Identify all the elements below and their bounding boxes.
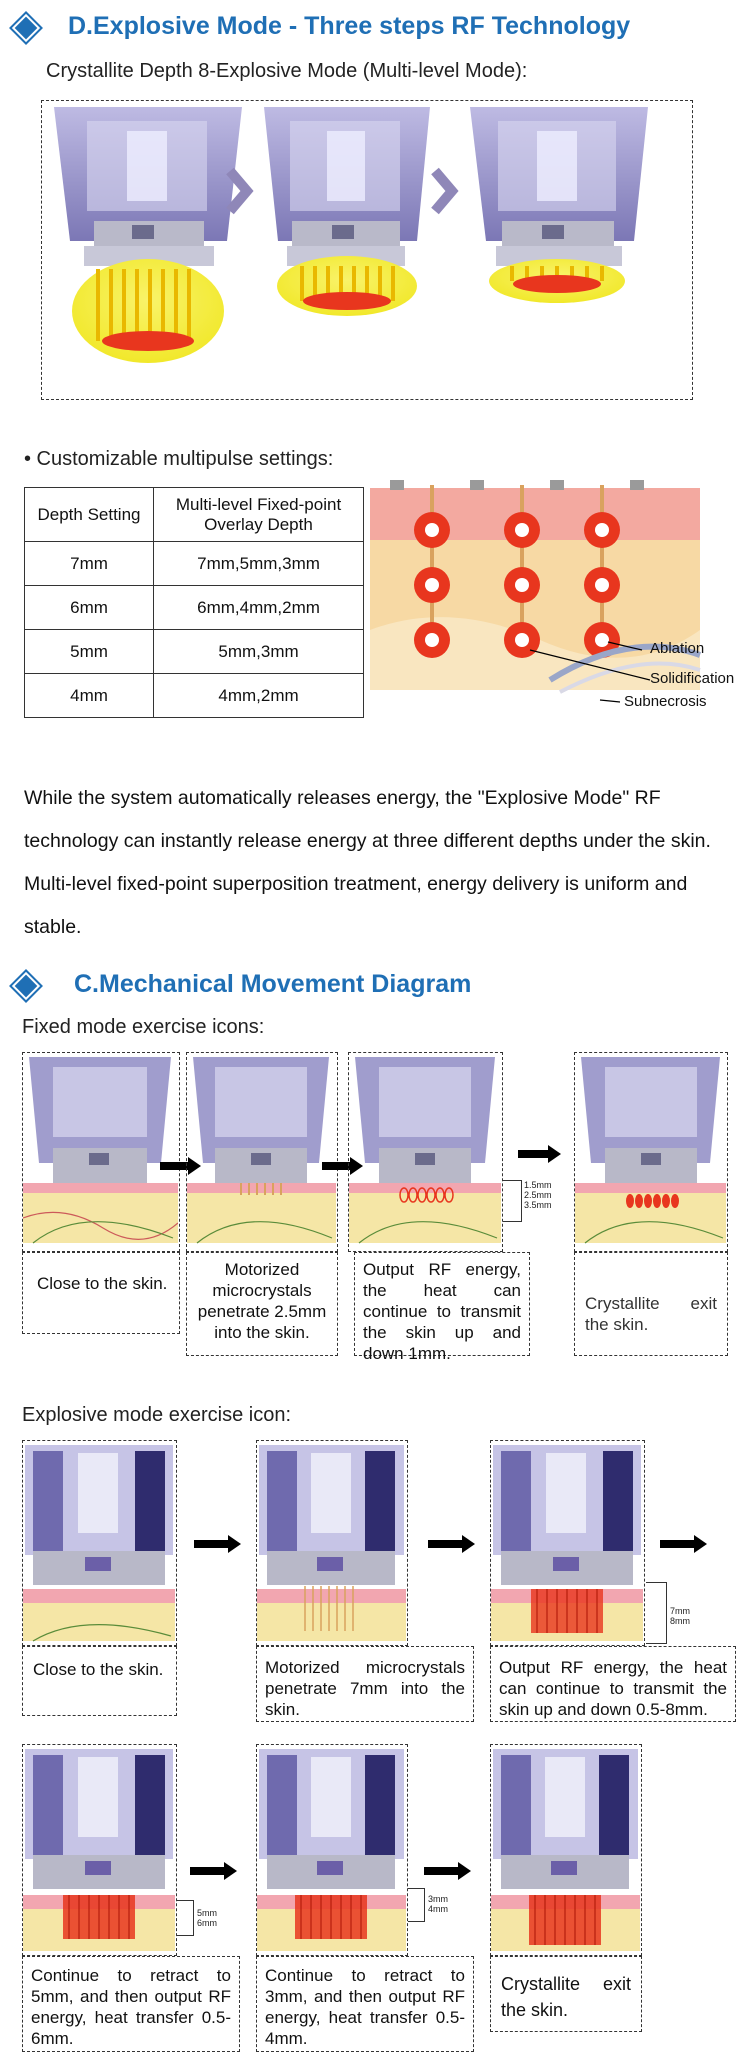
table-cell: 7mm (25, 542, 154, 586)
explosive-panel-1 (22, 1440, 177, 1646)
table-cell: 5mm,3mm (154, 630, 364, 674)
multipulse-heading: • Customizable multipulse settings: (24, 448, 334, 470)
depth-label: 7mm (670, 1606, 690, 1616)
explosive-panel-4 (22, 1744, 177, 1956)
explosive-caption-5: Continue to retract to 3mm, and then output RF energy, heat transfer 0.5-4mm. (256, 1956, 474, 2052)
table-row (25, 542, 364, 586)
explosive-panel-2 (256, 1440, 408, 1646)
fixed-panel-3 (348, 1052, 503, 1252)
table-cell: 5mm (25, 630, 154, 674)
table-header-overlay: Multi-level Fixed-point Overlay Depth (154, 488, 364, 542)
fixed-caption-1: Close to the skin. (22, 1252, 180, 1334)
table-cell: 4mm (25, 674, 154, 718)
explosive-caption-3: Output RF energy, the heat can continue to transmit the skin up and down 0.5-8mm. (490, 1646, 736, 1722)
label-solidification: Solidification (650, 670, 735, 687)
device-step-1 (54, 107, 242, 363)
label-subnecrosis: Subnecrosis (624, 693, 707, 710)
fixed-caption-3: Output RF energy, the heat can continue to transmit the skin up and down 1mm. (354, 1252, 530, 1356)
explosive-caption-4: Continue to retract to 5mm, and then output RF energy, heat transfer 0.5-6mm. (22, 1956, 240, 2052)
depth-settings-table (24, 487, 364, 718)
fixed-caption-4: Crystallite exit the skin. (574, 1252, 728, 1356)
explosive-caption-2: Motorized microcrystals penetrate 7mm into the skin. (256, 1646, 474, 1722)
depth-bracket (408, 1888, 425, 1922)
section-c-header (6, 966, 746, 1006)
section-d-subtitle: Crystallite Depth 8-Explosive Mode (Multi-level Mode): (46, 60, 528, 82)
fixed-panel-4 (574, 1052, 728, 1252)
section-d-title: D.Explosive Mode - Three steps RF Technology (68, 12, 631, 40)
table-row (25, 674, 364, 718)
fixed-panel-1 (22, 1052, 180, 1252)
explosive-caption-1: Close to the skin. (22, 1646, 177, 1716)
table-header-depth: Depth Setting (25, 488, 154, 542)
table-cell: 6mm,4mm,2mm (154, 586, 364, 630)
fixed-caption-2: Motorized microcrystals penetrate 2.5mm into the skin. (186, 1252, 338, 1356)
depth-label: 1.5mm (524, 1180, 552, 1190)
fixed-panel-2 (186, 1052, 338, 1252)
chevron-right-icon (435, 171, 452, 211)
depth-label: 3mm (428, 1894, 448, 1904)
label-ablation: Ablation (650, 640, 705, 657)
device-step-2 (264, 107, 430, 316)
depth-label: 3.5mm (524, 1200, 552, 1210)
explosive-mode-heading: Explosive mode exercise icon: (22, 1404, 292, 1426)
explosive-panel-3 (490, 1440, 645, 1646)
three-step-illustration (42, 101, 694, 401)
table-cell: 6mm (25, 586, 154, 630)
depth-label: 8mm (670, 1616, 690, 1626)
depth-bracket (646, 1582, 667, 1644)
explosive-panel-6 (490, 1744, 642, 1956)
table-cell: 4mm,2mm (154, 674, 364, 718)
depth-bracket (503, 1180, 522, 1222)
table-row (25, 630, 364, 674)
fixed-mode-heading: Fixed mode exercise icons: (22, 1016, 265, 1038)
tissue-diagram (370, 480, 750, 720)
section-d-header (6, 8, 746, 48)
description-paragraph: While the system automatically releases energy, the "Explosive Mode" RF technology can instantly release energy at three different depths under the skin. Multi-level fixed-point superposition treatment, energy delivery is uniform and stable. (24, 787, 711, 938)
explosive-panel-5 (256, 1744, 408, 1956)
depth-bracket (177, 1900, 194, 1936)
three-step-diagram (41, 100, 693, 400)
section-c-title: C.Mechanical Movement Diagram (74, 970, 472, 998)
depth-label: 5mm (197, 1908, 217, 1918)
explosive-caption-6: Crystallite exit the skin. (490, 1956, 642, 2032)
depth-label: 4mm (428, 1904, 448, 1914)
table-row (25, 586, 364, 630)
table-cell: 7mm,5mm,3mm (154, 542, 364, 586)
depth-label: 2.5mm (524, 1190, 552, 1200)
depth-label: 6mm (197, 1918, 217, 1928)
device-step-3 (470, 107, 648, 303)
